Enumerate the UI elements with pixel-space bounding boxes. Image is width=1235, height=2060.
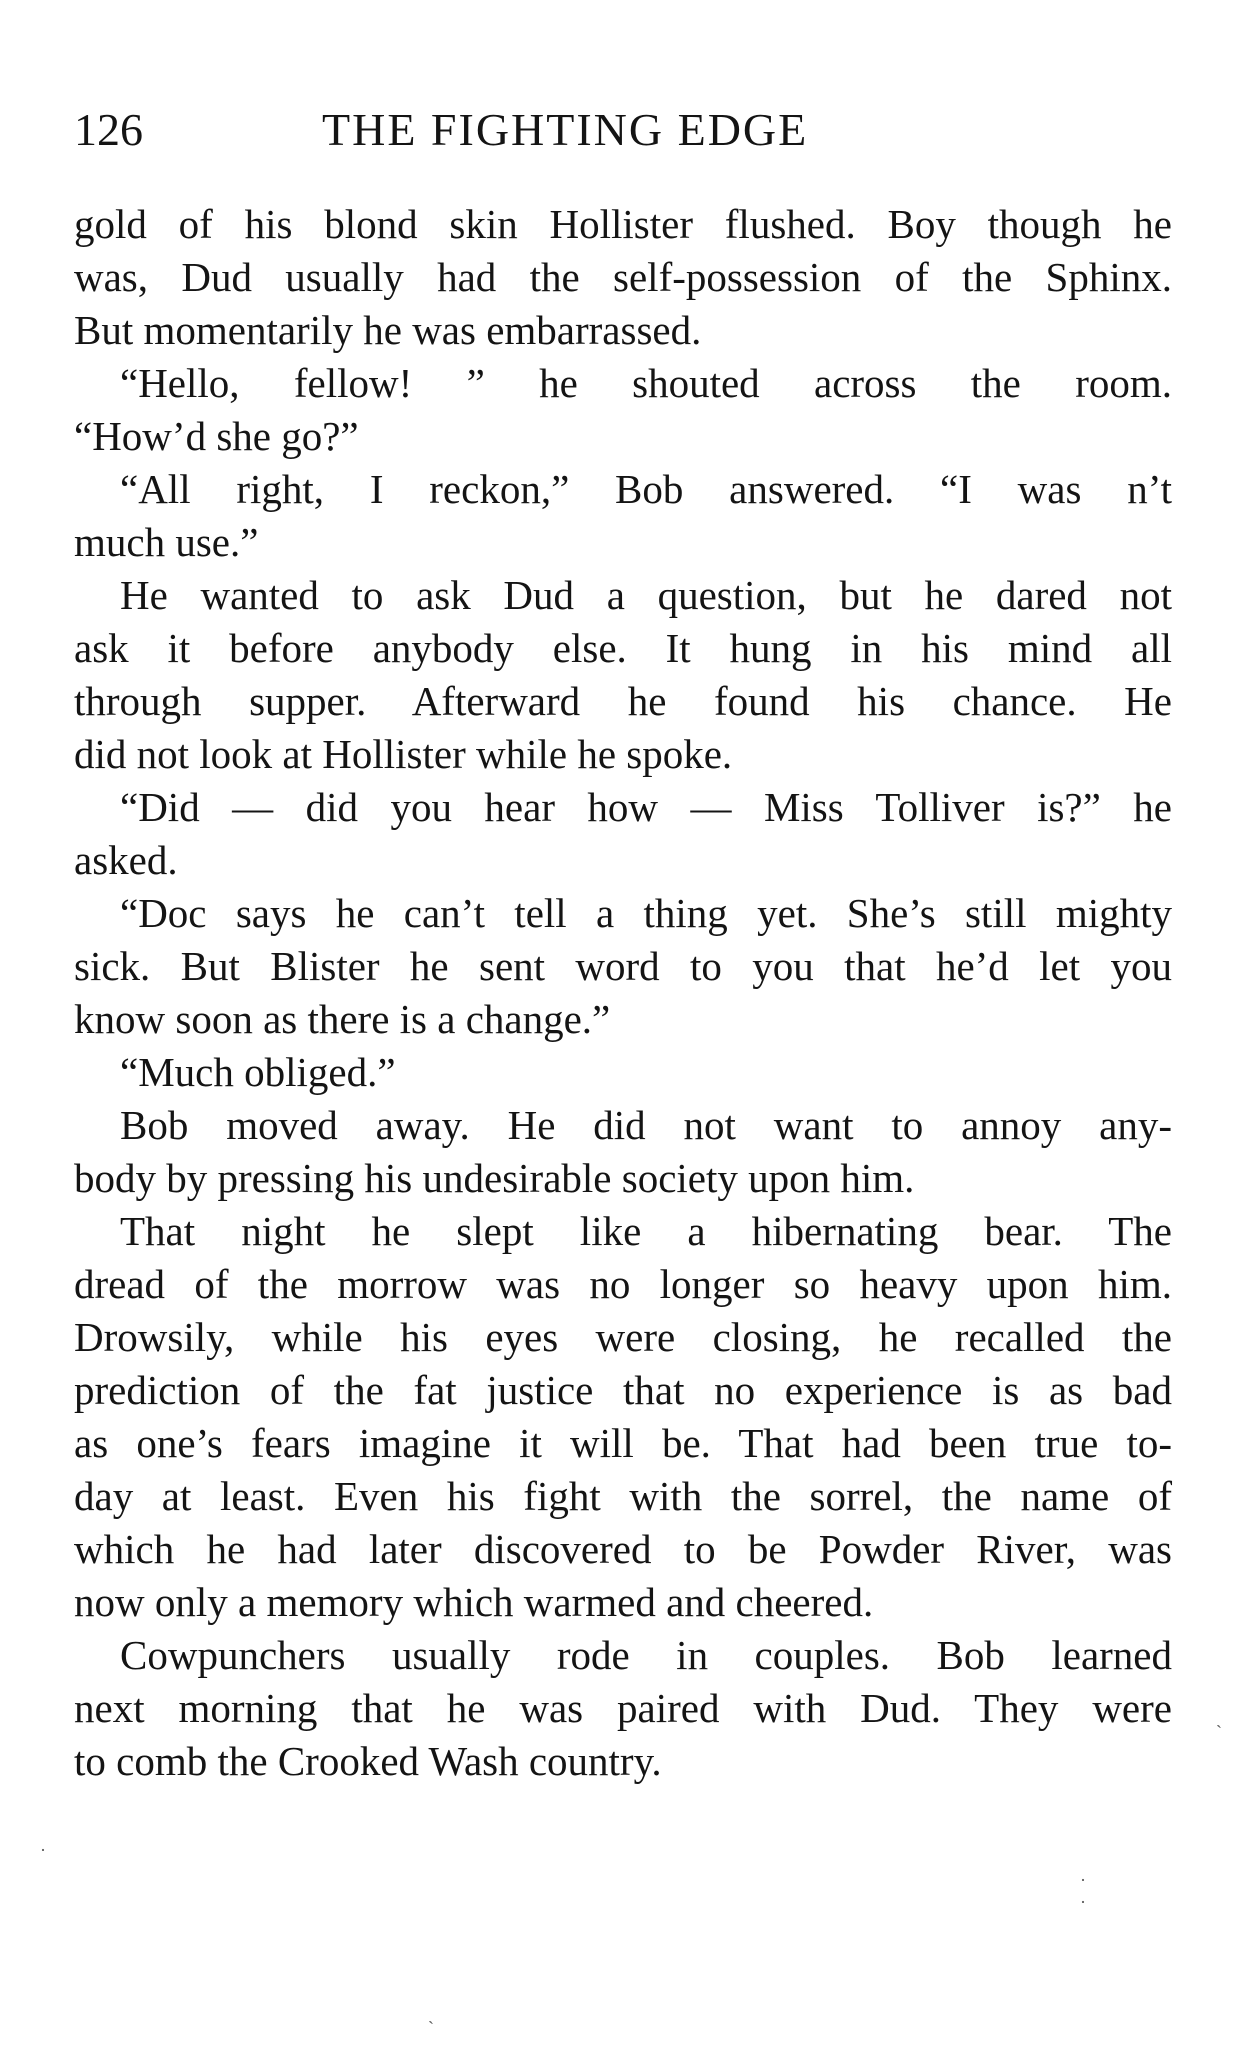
text-line: “How’d she go?” bbox=[74, 413, 359, 459]
text-line: asked. bbox=[74, 837, 178, 883]
text-line: sick. But Blister he sent word to you that he’d let you bbox=[74, 943, 1172, 989]
text-line: as one’s fears imagine it will be. That had been true to- bbox=[74, 1420, 1172, 1466]
body-text bbox=[74, 198, 1172, 1788]
scan-speck: · bbox=[40, 1840, 46, 1860]
text-line: dread of the morrow was no longer so heavy upon him. bbox=[74, 1261, 1172, 1307]
text-line: next morning that he was paired with Dud. They were bbox=[74, 1685, 1172, 1731]
text-line: day at least. Even his fight with the sorrel, the name of bbox=[74, 1473, 1172, 1519]
scan-speck: ˎ bbox=[1216, 1708, 1222, 1728]
text-line: was, Dud usually had the self-possession of the Sphinx. bbox=[74, 254, 1172, 300]
text-line: But momentarily he was embarrassed. bbox=[74, 307, 702, 353]
text-line: “Doc says he can’t tell a thing yet. She’s still mighty bbox=[120, 890, 1172, 936]
text-line: “Hello, fellow! ” he shouted across the room. bbox=[120, 360, 1172, 406]
text-line: now only a memory which warmed and cheered. bbox=[74, 1579, 874, 1625]
text-line: “Did — did you hear how — Miss Tolliver is?” he bbox=[120, 784, 1172, 830]
scan-speck: ˋ bbox=[428, 2018, 434, 2038]
text-line: know soon as there is a change.” bbox=[74, 996, 611, 1042]
text-line: much use.” bbox=[74, 519, 259, 565]
running-title: THE FIGHTING EDGE bbox=[322, 104, 809, 155]
text-line: Bob moved away. He did not want to annoy any- bbox=[120, 1102, 1172, 1148]
text-line: gold of his blond skin Hollister flushed. Boy though he bbox=[74, 201, 1172, 247]
running-head bbox=[74, 100, 1172, 160]
text-line: which he had later discovered to be Powder River, was bbox=[74, 1526, 1172, 1572]
text-line: That night he slept like a hibernating bear. The bbox=[120, 1208, 1172, 1254]
text-line: He wanted to ask Dud a question, but he dared not bbox=[120, 572, 1172, 618]
text-line: body by pressing his undesirable society upon him. bbox=[74, 1155, 915, 1201]
text-line: to comb the Crooked Wash country. bbox=[74, 1738, 662, 1784]
text-line: Cowpunchers usually rode in couples. Bob learned bbox=[120, 1632, 1172, 1678]
scan-speck: · bbox=[1080, 1870, 1086, 1890]
text-line: “Much obliged.” bbox=[120, 1049, 396, 1095]
text-line: prediction of the fat justice that no experience is as bad bbox=[74, 1367, 1172, 1413]
text-line: through supper. Afterward he found his chance. He bbox=[74, 678, 1172, 724]
text-line: “All right, I reckon,” Bob answered. “I was n’t bbox=[120, 466, 1172, 512]
text-line: Drowsily, while his eyes were closing, he recalled the bbox=[74, 1314, 1172, 1360]
text-line: ask it before anybody else. It hung in his mind all bbox=[74, 625, 1172, 671]
page-number: 126 bbox=[74, 104, 143, 155]
scan-speck: · bbox=[1080, 1892, 1086, 1912]
text-line: did not look at Hollister while he spoke. bbox=[74, 731, 733, 777]
